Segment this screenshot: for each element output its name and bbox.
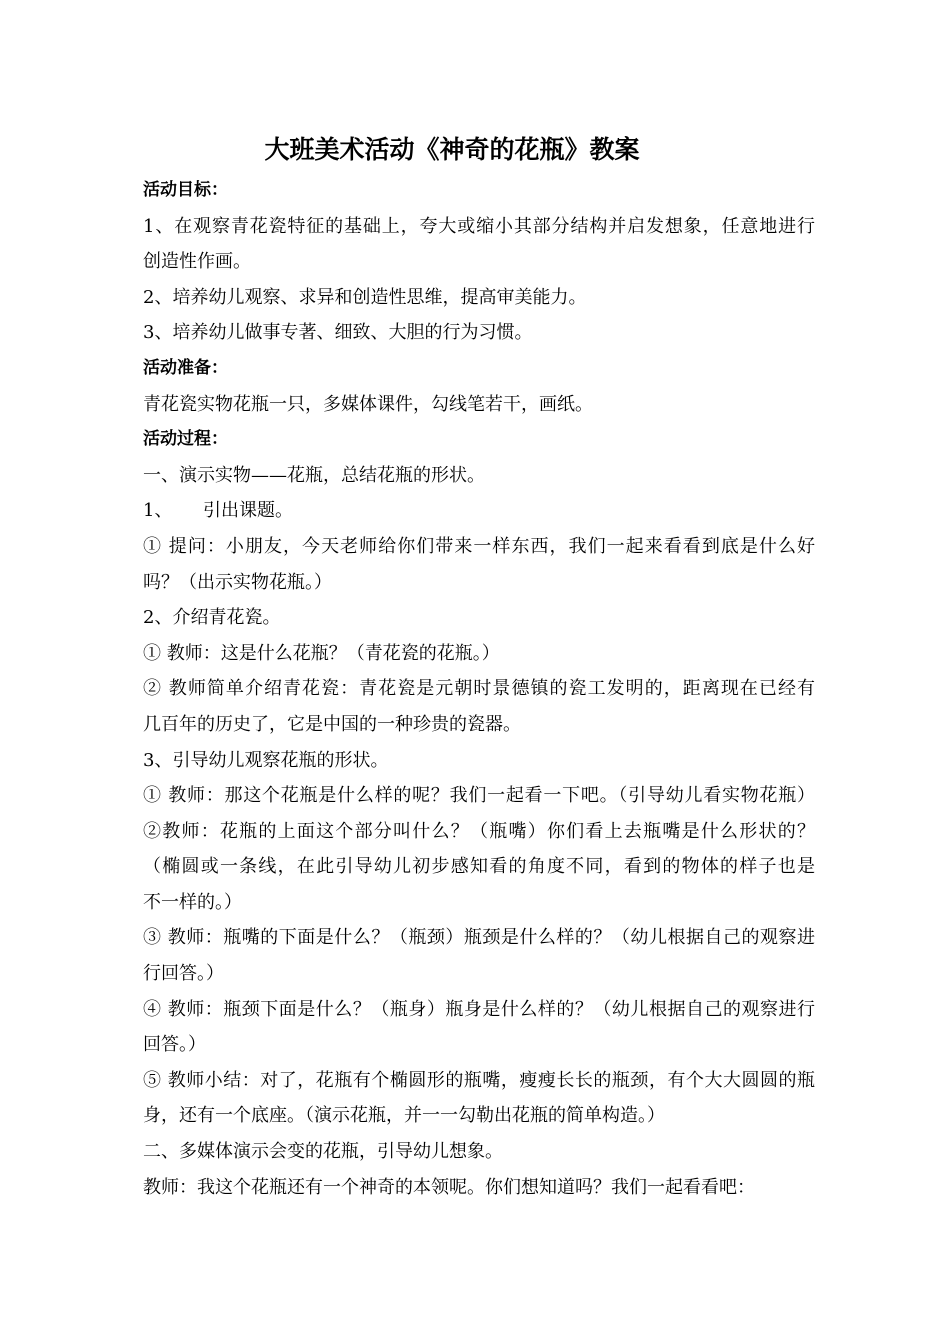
process-line: 身，还有一个底座。（演示花瓶，并一一勾勒出花瓶的简单构造。）	[143, 1105, 665, 1127]
process-heading: 活动过程：	[143, 429, 228, 450]
process-line: ②教师：花瓶的上面这个部分叫什么？（瓶嘴）你们看上去瓶嘴是什么形状的？	[143, 820, 815, 842]
prep-heading: 活动准备：	[143, 357, 228, 378]
process-line: （椭圆或一条线，在此引导幼儿初步感知看的角度不同，看到的物体的样子也是	[143, 856, 815, 878]
process-line: 二、多媒体演示会变的花瓶，引导幼儿想象。	[143, 1141, 503, 1163]
process-line: ① 提问：小朋友，今天老师给你们带来一样东西，我们一起来看看到底是什么好	[143, 535, 815, 557]
prep-line: 青花瓷实物花瓶一只，多媒体课件，勾线笔若干，画纸。	[143, 393, 593, 415]
document-body	[143, 173, 815, 1205]
process-line: 一、演示实物——花瓶，总结花瓶的形状。	[143, 464, 485, 486]
goals-heading: 活动目标：	[143, 180, 228, 200]
process-line: 不一样的。）	[143, 891, 242, 913]
process-line: 3、引导幼儿观察花瓶的形状。	[143, 749, 389, 771]
process-line: 教师：我这个花瓶还有一个神奇的本领呢。你们想知道吗？我们一起看看吧：	[143, 1176, 755, 1198]
process-line: ① 教师：那这个花瓶是什么样的呢？我们一起看一下吧。（引导幼儿看实物花瓶）	[143, 785, 815, 807]
process-line: ① 教师：这是什么花瓶？（青花瓷的花瓶。）	[143, 642, 500, 664]
goal-line: 1、在观察青花瓷特征的基础上，夸大或缩小其部分结构并启发想象，任意地进行	[143, 215, 815, 237]
process-line	[143, 493, 815, 529]
process-line: 几百年的历史了，它是中国的一种珍贵的瓷器。	[143, 713, 521, 735]
goal-line: 2、培养幼儿观察、求异和创造性思维，提高审美能力。	[143, 286, 587, 308]
list-number: 1、	[143, 500, 173, 522]
list-text: 引出课题。	[203, 500, 293, 522]
process-line: 2、介绍青花瓷。	[143, 607, 281, 629]
goal-line: 创造性作画。	[143, 251, 251, 273]
process-line: ③ 教师：瓶嘴的下面是什么？（瓶颈）瓶颈是什么样的？（幼儿根据自己的观察进	[143, 927, 815, 949]
document-title: 大班美术活动《神奇的花瓶》教案	[264, 135, 640, 164]
process-line: ② 教师简单介绍青花瓷：青花瓷是元朝时景德镇的瓷工发明的，距离现在已经有	[143, 678, 815, 700]
process-line: ④ 教师：瓶颈下面是什么？（瓶身）瓶身是什么样的？（幼儿根据自己的观察进行	[143, 998, 815, 1020]
process-line: 行回答。）	[143, 963, 224, 985]
process-line: 吗？（出示实物花瓶。）	[143, 571, 332, 593]
process-line: 回答。）	[143, 1034, 206, 1056]
goal-line: 3、培养幼儿做事专著、细致、大胆的行为习惯。	[143, 322, 533, 344]
process-line: ⑤ 教师小结：对了，花瓶有个椭圆形的瓶嘴，瘦瘦长长的瓶颈，有个大大圆圆的瓶	[143, 1069, 815, 1091]
